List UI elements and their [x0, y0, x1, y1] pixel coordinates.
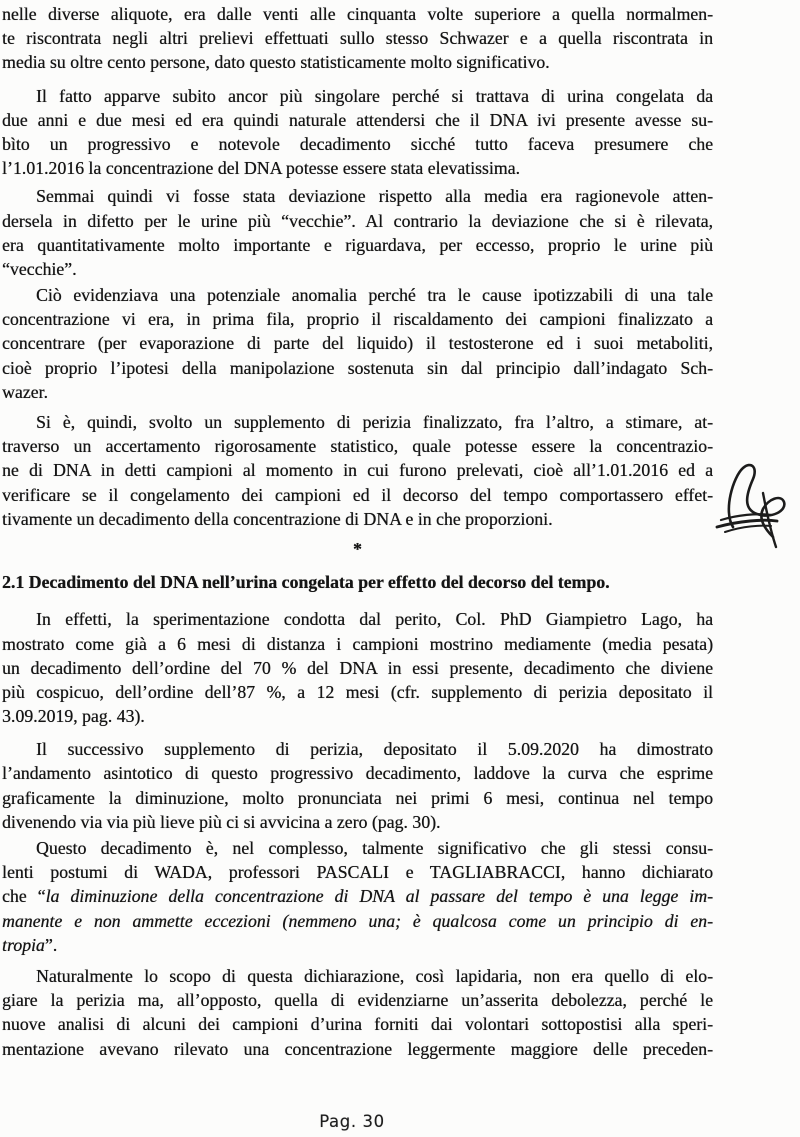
text-line [2, 884, 713, 908]
text-line [2, 933, 713, 957]
text-line [2, 356, 713, 380]
text-line [2, 156, 713, 180]
text-segment: mostrato come già a 6 mesi di distanza i campioni mostrino mediamente (media pesata) [2, 633, 713, 654]
text-line [2, 570, 713, 594]
text-line [2, 909, 713, 933]
text-line [2, 810, 713, 834]
text-line [2, 307, 713, 331]
text-segment: Semmai quindi vi fosse stata deviazione rispetto alla media era ragionevole atten- [36, 186, 713, 207]
text-line [2, 84, 713, 108]
text-line [2, 704, 713, 728]
paragraph-continuation [2, 2, 713, 75]
text-line [2, 331, 713, 355]
text-line [2, 26, 713, 50]
page-footer: Pag. 30 [319, 1112, 385, 1131]
text-segment: cioè proprio l’ipotesi della manipolazione sostenuta sin dal principio dall’indagato Sch- [2, 357, 713, 378]
text-line [2, 537, 713, 561]
paragraph-questo-decadimento [2, 836, 713, 957]
text-line [2, 737, 713, 761]
text-segment: divenendo via via più lieve più ci si avvicina a zero (pag. 30). [2, 811, 441, 832]
section-heading [2, 570, 713, 594]
text-line [2, 50, 713, 74]
paragraph-naturalmente [2, 964, 713, 1061]
text-line [2, 483, 713, 507]
text-segment: che “ [2, 886, 46, 907]
text-segment: l’andamento asintotico di questo progressivo decadimento, laddove la curva che esprime [2, 763, 713, 784]
text-segment: dersela in difetto per le urine più “vecchie”. Al contrario la deviazione che si è rilevata, [2, 210, 713, 231]
paragraph-supplemento-perizia [2, 410, 713, 531]
text-line [2, 233, 713, 257]
text-segment: * [353, 538, 362, 559]
text-line [2, 108, 713, 132]
text-segment: concentrazione vi era, in prima fila, proprio il riscaldamento dei campioni finalizzato a [2, 309, 713, 330]
text-line [2, 1037, 713, 1061]
text-segment: Si è, quindi, svolto un supplemento di perizia finalizzato, fra l’altro, a stimare, at- [36, 412, 713, 432]
text-line [2, 1012, 713, 1036]
text-segment: mentazione avevano rilevato una concentrazione leggermente maggiore delle preceden- [2, 1038, 713, 1059]
quoted-italic-text: tropia [2, 934, 45, 955]
text-segment: nuove analisi di alcuni dei campioni d’urina forniti dai volontari sottopostisi alla speri- [2, 1014, 713, 1035]
text-segment: nelle diverse aliquote, era dalle venti alle cinquanta volte superiore a quella normalmen- [2, 4, 713, 24]
text-line [2, 2, 713, 26]
text-segment: un decadimento dell’ordine del 70 % del DNA in essi presente, decadimento che diviene [2, 657, 713, 678]
text-segment: In effetti, la sperimentazione condotta dal perito, Col. PhD Giampietro Lago, ha [36, 609, 713, 630]
paragraph-semmai [2, 184, 713, 281]
text-segment: ne di DNA in detti campioni al momento in cui furono prelevati, cioè all’1.01.2016 ed a [2, 460, 713, 481]
text-segment: concentrare (per evaporazione di parte del liquido) il testosterone ed i suoi metaboliti, [2, 333, 713, 354]
quoted-italic-text: manente e non ammette eccezioni (nemmeno una; è qualcosa come un principio di en- [2, 910, 713, 931]
text-line [2, 380, 713, 404]
text-segment: ”. [44, 934, 58, 955]
text-line [2, 656, 713, 680]
body-text [2, 2, 713, 1061]
paragraph-in-effetti [2, 607, 713, 728]
text-segment: verificare se il congelamento dei campioni ed il decorso del tempo comportassero effet- [2, 484, 713, 505]
text-line [2, 761, 713, 785]
text-line [2, 434, 713, 458]
text-segment: Questo decadimento è, nel complesso, talmente significativo che gli stessi consu- [36, 838, 713, 858]
text-line [2, 257, 713, 281]
asterisk-separator [2, 537, 713, 561]
text-segment: lenti postumi di WADA, professori PASCALI e TAGLIABRACCI, hanno dichiarato [2, 862, 713, 883]
text-segment: wazer. [2, 381, 48, 402]
text-segment: Il successivo supplemento di perizia, depositato il 5.09.2020 ha dimostrato [36, 739, 713, 760]
text-segment: Ciò evidenziava una potenziale anomalia perché tra le cause ipotizzabili di una tale [36, 285, 713, 306]
text-line [2, 964, 713, 988]
text-segment: “vecchie”. [2, 258, 77, 279]
text-segment: Naturalmente lo scopo di questa dichiarazione, così lapidaria, non era quello di elo- [36, 965, 713, 986]
text-segment: te riscontrata negli altri prelievi effettuati sullo stesso Schwazer e a quella riscontrata in [2, 28, 713, 49]
text-line [2, 632, 713, 656]
text-line [2, 458, 713, 482]
text-line [2, 988, 713, 1012]
text-line [2, 209, 713, 233]
text-segment: era quantitativamente molto importante e riguardava, per eccesso, proprio le urine più [2, 234, 713, 255]
text-line [2, 507, 713, 531]
text-segment: tivamente un decadimento della concentrazione di DNA e in che proporzioni. [2, 508, 553, 529]
text-segment: bìto un progressivo e notevole decadimento sicché tutto faceva presumere che [2, 133, 713, 154]
signature-scribble [713, 459, 797, 551]
text-segment: più cospicuo, dell’ordine dell’87 %, a 12 mesi (cfr. supplemento di perizia depositato il [2, 681, 713, 702]
text-segment: l’1.01.2016 la concentrazione del DNA potesse essere stata elevatissima. [2, 158, 520, 179]
text-line [2, 680, 713, 704]
text-line [2, 860, 713, 884]
text-segment: 3.09.2019, pag. 43). [2, 706, 145, 727]
text-segment: graficamente la diminuzione, molto pronunciata nei primi 6 mesi, continua nel tempo [2, 787, 713, 808]
text-line [2, 410, 713, 434]
text-line [2, 836, 713, 860]
text-line [2, 607, 713, 631]
text-segment: Il fatto apparve subito ancor più singolare perché si trattava di urina congelata da [36, 85, 713, 106]
text-segment: due anni e due mesi ed era quindi naturale attendersi che il DNA ivi presente avesse su- [2, 109, 713, 130]
paragraph-cio-evidenziava [2, 283, 713, 404]
paragraph-il-fatto [2, 84, 713, 181]
quoted-italic-text: la diminuzione della concentrazione di DNA al passare del tempo è una legge im- [45, 886, 713, 907]
text-segment: media su oltre cento persone, dato questo statisticamente molto significativo. [2, 52, 550, 73]
text-line [2, 184, 713, 208]
text-line [2, 786, 713, 810]
text-line [2, 283, 713, 307]
text-segment: traverso un accertamento rigorosamente statistico, quale potesse essere la concentrazio- [2, 436, 713, 457]
text-segment: 2.1 Decadimento del DNA nell’urina congelata per effetto del decorso del tempo. [2, 572, 610, 593]
text-line [2, 132, 713, 156]
paragraph-successivo-supplemento [2, 737, 713, 834]
text-segment: giare la perizia ma, all’opposto, quella di evidenziarne un’asserita debolezza, perché le [2, 990, 713, 1011]
